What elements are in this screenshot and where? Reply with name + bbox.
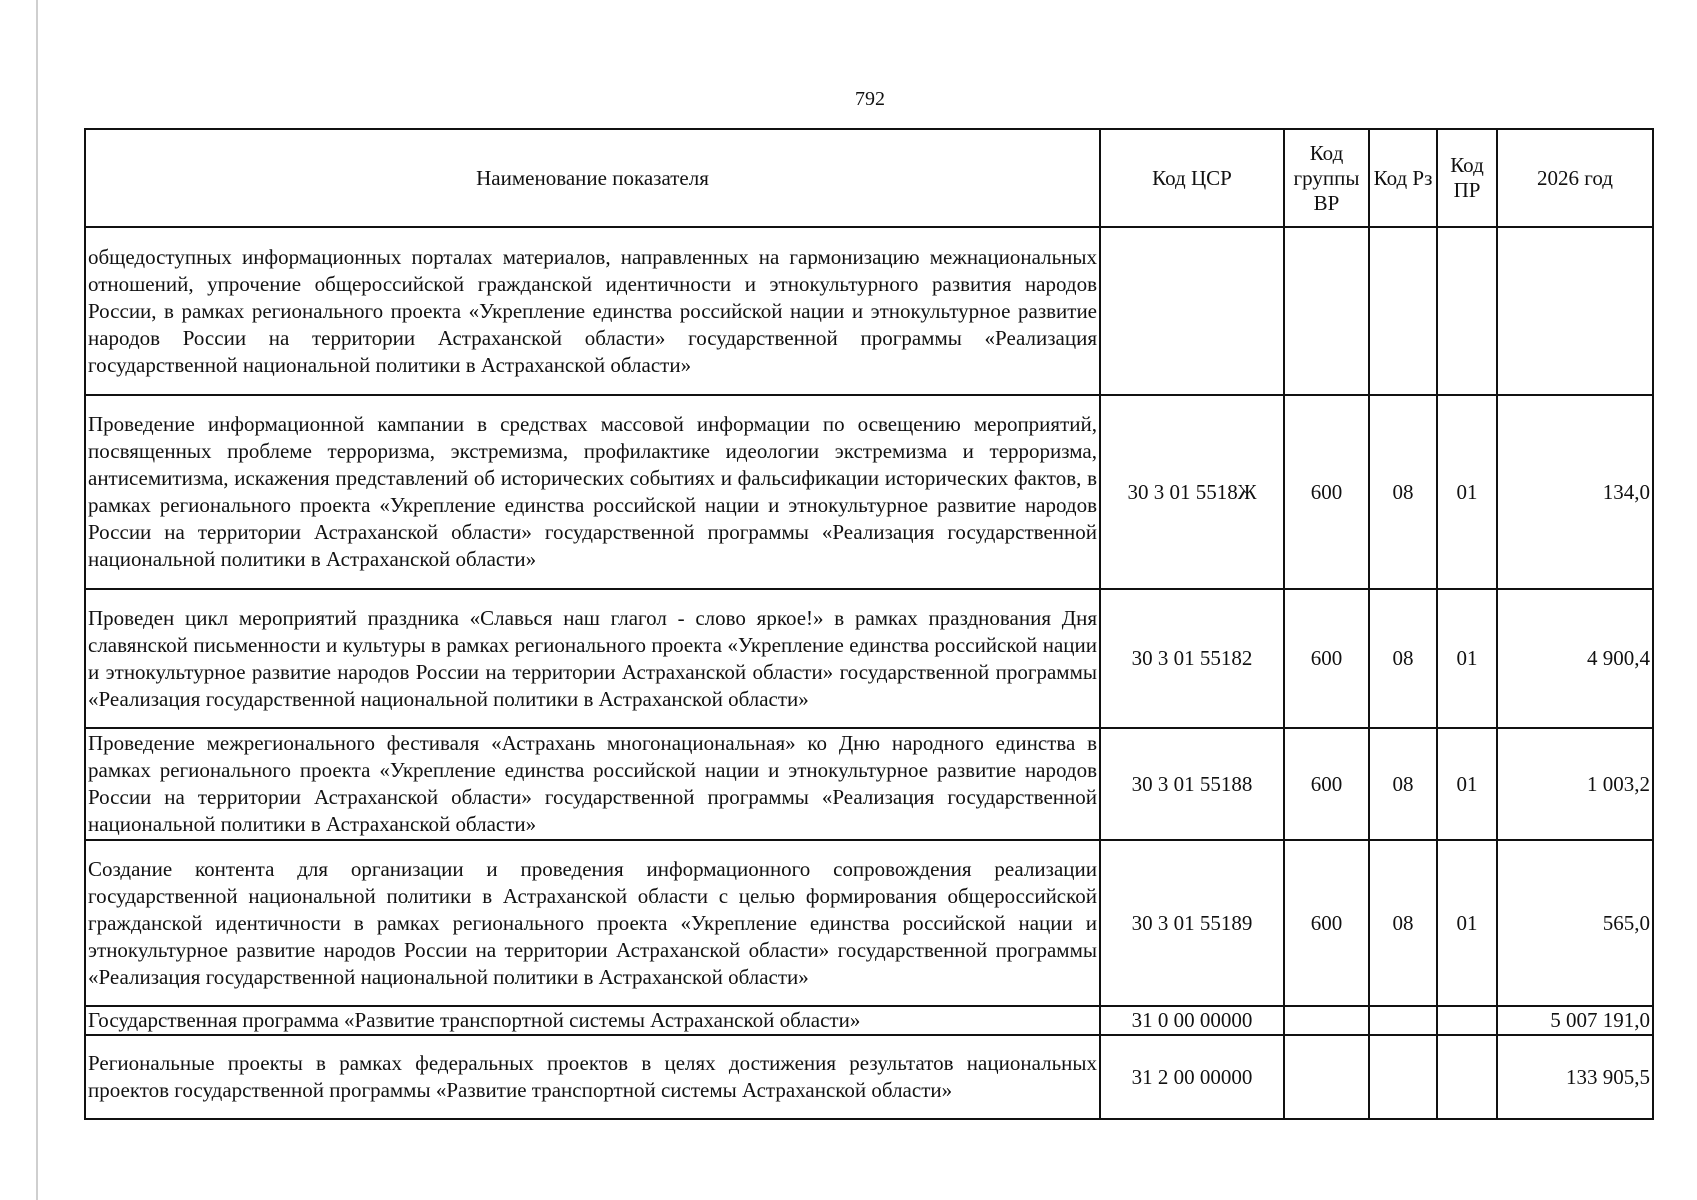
row-rz: 08	[1369, 840, 1437, 1006]
row-vr: 600	[1284, 395, 1369, 589]
row-amount: 5 007 191,0	[1497, 1006, 1653, 1035]
row-csr: 30 3 01 5518Ж	[1100, 395, 1284, 589]
row-name: Создание контента для организации и проведения информационного сопровождения реализации государственной национальной политики в Астраханской области с целью формирования общероссийской гражданской идентичности в рамках регионального проекта «Укрепление единства российской нации и этнокультурное развитие народов России на территории Астраханской области» государственной программы «Реализация государственной национальной политики в Астраханской области»	[85, 840, 1100, 1006]
row-vr	[1284, 227, 1369, 395]
header-pr: Код ПР	[1437, 129, 1497, 227]
table-row	[85, 840, 1653, 1006]
row-csr: 31 0 00 00000	[1100, 1006, 1284, 1035]
row-amount: 565,0	[1497, 840, 1653, 1006]
row-vr: 600	[1284, 840, 1369, 1006]
header-csr: Код ЦСР	[1100, 129, 1284, 227]
row-rz: 08	[1369, 728, 1437, 840]
table-row	[85, 395, 1653, 589]
table-row	[85, 728, 1653, 840]
row-name: Государственная программа «Развитие транспортной системы Астраханской области»	[85, 1006, 1100, 1035]
row-csr	[1100, 227, 1284, 395]
row-pr	[1437, 1006, 1497, 1035]
row-pr	[1437, 227, 1497, 395]
row-rz	[1369, 1006, 1437, 1035]
row-pr	[1437, 1035, 1497, 1119]
page-number: 792	[855, 88, 885, 110]
row-name: Проведение информационной кампании в средствах массовой информации по освещению мероприятий, посвященных проблеме терроризма, экстремизма, профилактике идеологии экстремизма и терроризма, антисемитизма, искажения представлений об исторических событиях и фальсификации исторических фактов, в рамках регионального проекта «Укрепление единства российской нации и этнокультурное развитие народов России на территории Астраханской области» государственной программы «Реализация государственной национальной политики в Астраханской области»	[85, 395, 1100, 589]
table-row	[85, 1006, 1653, 1035]
row-amount: 133 905,5	[1497, 1035, 1653, 1119]
header-rz: Код Рз	[1369, 129, 1437, 227]
row-name: Проведен цикл мероприятий праздника «Славься наш глагол - слово яркое!» в рамках празднования Дня славянской письменности и культуры в рамках регионального проекта «Укрепление единства российской нации и этнокультурное развитие народов России на территории Астраханской области» государственной программы «Реализация государственной национальной политики в Астраханской области»	[85, 589, 1100, 728]
row-amount: 1 003,2	[1497, 728, 1653, 840]
row-amount: 134,0	[1497, 395, 1653, 589]
row-name: Проведение межрегионального фестиваля «Астрахань многонациональная» ко Дню народного единства в рамках регионального проекта «Укрепление единства российской нации и этнокультурное развитие народов России на территории Астраханской области» государственной программы «Реализация государственной национальной политики в Астраханской области»	[85, 728, 1100, 840]
row-pr: 01	[1437, 728, 1497, 840]
row-name: Региональные проекты в рамках федеральных проектов в целях достижения результатов национальных проектов государственной программы «Развитие транспортной системы Астраханской области»	[85, 1035, 1100, 1119]
table-row	[85, 227, 1653, 395]
table-header-row	[85, 129, 1653, 227]
row-vr	[1284, 1006, 1369, 1035]
row-name: общедоступных информационных порталах материалов, направленных на гармонизацию межнациональных отношений, упрочение общероссийской гражданской идентичности и этнокультурного развития народов России, в рамках регионального проекта «Укрепление единства российской нации и этнокультурное развитие народов России на территории Астраханской области» государственной программы «Реализация государственной национальной политики в Астраханской области»	[85, 227, 1100, 395]
row-csr: 30 3 01 55182	[1100, 589, 1284, 728]
header-name: Наименование показателя	[85, 129, 1100, 227]
row-amount	[1497, 227, 1653, 395]
row-pr: 01	[1437, 395, 1497, 589]
row-vr: 600	[1284, 589, 1369, 728]
table-row	[85, 589, 1653, 728]
row-rz: 08	[1369, 589, 1437, 728]
row-vr: 600	[1284, 728, 1369, 840]
table-row	[85, 1035, 1653, 1119]
row-pr: 01	[1437, 840, 1497, 1006]
row-amount: 4 900,4	[1497, 589, 1653, 728]
row-vr	[1284, 1035, 1369, 1119]
header-vr: Код группы ВР	[1284, 129, 1369, 227]
row-rz	[1369, 1035, 1437, 1119]
budget-table	[84, 128, 1654, 1120]
scan-margin-line	[36, 0, 38, 1200]
row-rz: 08	[1369, 395, 1437, 589]
row-csr: 30 3 01 55188	[1100, 728, 1284, 840]
row-csr: 30 3 01 55189	[1100, 840, 1284, 1006]
row-rz	[1369, 227, 1437, 395]
header-year: 2026 год	[1497, 129, 1653, 227]
row-csr: 31 2 00 00000	[1100, 1035, 1284, 1119]
row-pr: 01	[1437, 589, 1497, 728]
